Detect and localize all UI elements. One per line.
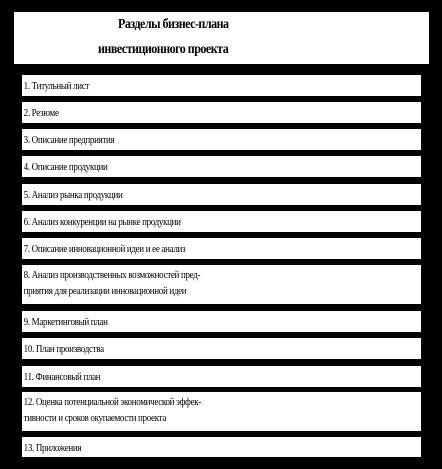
title-line-2: инвестиционного проекта xyxy=(98,42,229,57)
section-label-line-2: приятия для реализации инновационной идеи xyxy=(23,285,187,297)
section-item-3 xyxy=(22,129,421,150)
section-item-6 xyxy=(22,211,421,232)
section-item-12 xyxy=(22,392,421,431)
section-label-line-1: 8. Анализ производственных возможностей пред- xyxy=(23,269,201,281)
section-item-9 xyxy=(22,311,421,332)
section-label: 5. Анализ рынка продукции xyxy=(23,189,123,201)
section-label: 3. Описание предприятия xyxy=(23,134,115,146)
section-label: 7. Описание инновационной идеи и ее анализ xyxy=(23,243,186,255)
section-label: 4. Описание продукции xyxy=(23,161,108,173)
section-label: 1. Титульный лист xyxy=(23,80,89,92)
section-item-1 xyxy=(22,75,421,96)
section-label: 11. Финансовый план xyxy=(23,371,101,383)
section-item-5 xyxy=(22,184,421,205)
section-label-line-2: тивности и сроков окупаемости проекта xyxy=(23,412,167,424)
section-item-10 xyxy=(22,338,421,359)
section-item-4 xyxy=(22,156,421,177)
section-label: 6. Анализ конкуренции на рынке продукции xyxy=(23,216,181,228)
section-item-7 xyxy=(22,238,421,259)
section-label: 10. План производства xyxy=(23,343,104,355)
title-line-1: Разделы бизнес-плана xyxy=(118,17,229,32)
section-item-11 xyxy=(22,366,421,387)
section-item-2 xyxy=(22,102,421,123)
section-item-8 xyxy=(22,265,421,304)
section-label: 9. Маркетинговый план xyxy=(23,316,108,328)
section-label: 2. Резюме xyxy=(23,107,59,119)
section-label-line-1: 12. Оценка потенциальной экономической эффек- xyxy=(23,396,201,408)
section-label: 13. Приложения xyxy=(23,442,82,454)
title-box xyxy=(14,12,429,64)
section-item-13 xyxy=(22,437,421,457)
